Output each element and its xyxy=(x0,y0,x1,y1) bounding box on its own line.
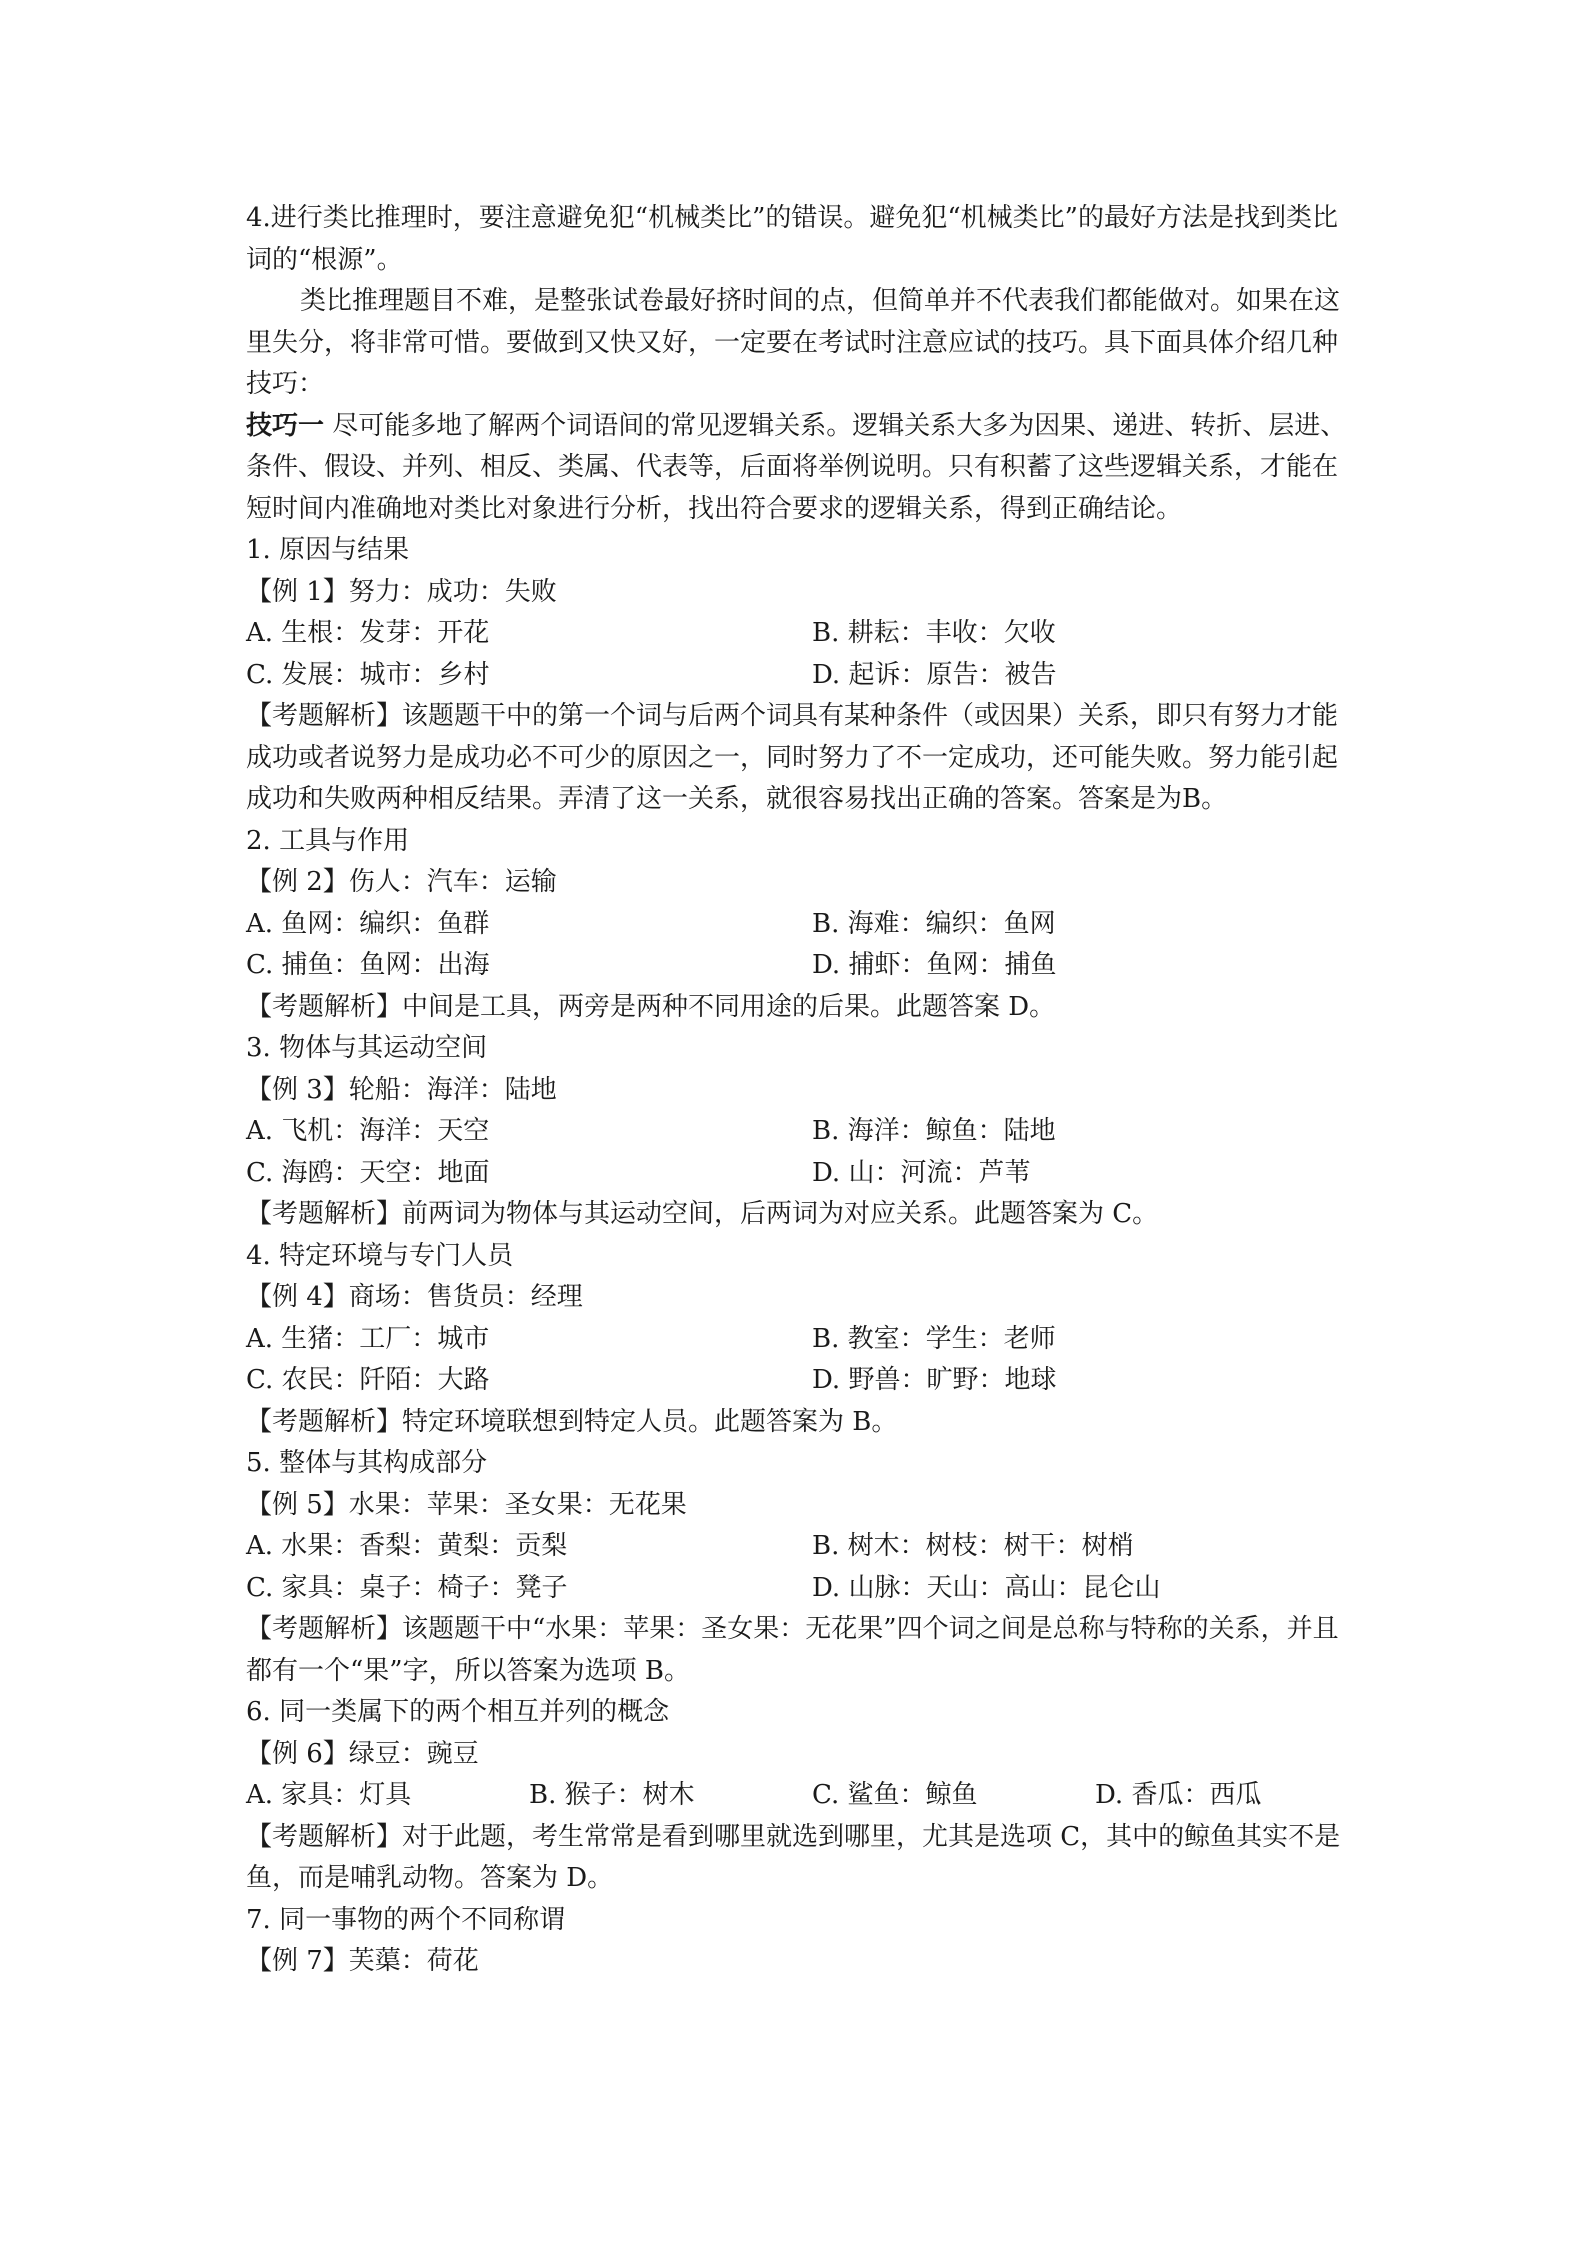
option-b: B. 猴子：树木 xyxy=(529,1780,695,1810)
option-d: D. 山脉：天山：高山：昆仑山 xyxy=(812,1572,1161,1603)
example-1-options-row-2 xyxy=(246,655,1358,697)
section-2-heading: 2. 工具与作用 xyxy=(246,825,410,856)
option-c: C. 捕鱼：鱼网：出海 xyxy=(246,950,490,980)
example-6-options-row xyxy=(246,1775,1358,1817)
option-c: C. 海鸥：天空：地面 xyxy=(246,1157,490,1188)
tip-1-label: 技巧一 xyxy=(246,410,325,441)
example-2-options-row-2 xyxy=(246,945,1358,987)
example-3-analysis: 【考题解析】前两词为物体与其运动空间，后两词为对应关系。此题答案为 C。 xyxy=(246,1199,1159,1229)
tip-1 xyxy=(246,406,1358,531)
example-1-options-row-1 xyxy=(246,613,1358,655)
option-d: D. 香瓜：西瓜 xyxy=(1095,1780,1262,1810)
example-1-question: 【例 1】努力：成功：失败 xyxy=(246,576,557,607)
option-c: C. 发展：城市：乡村 xyxy=(246,659,490,690)
example-4-options-row-1 xyxy=(246,1319,1358,1361)
option-d: D. 捕虾：鱼网：捕鱼 xyxy=(812,950,1057,980)
option-c: C. 鲨鱼：鲸鱼 xyxy=(812,1780,978,1810)
document-page xyxy=(246,198,1358,1983)
example-5-options-row-1 xyxy=(246,1526,1358,1568)
option-d: D. 起诉：原告：被告 xyxy=(812,659,1057,690)
example-4-question: 【例 4】商场：售货员：经理 xyxy=(246,1282,583,1312)
example-3-question: 【例 3】轮船：海洋：陆地 xyxy=(246,1074,557,1105)
option-b: B. 耕耘：丰收：欠收 xyxy=(812,618,1056,648)
option-a: A. 水果：香梨：黄梨：贡梨 xyxy=(246,1531,568,1561)
option-b: B. 海难：编织：鱼网 xyxy=(812,908,1056,939)
intro-point-4: 4.进行类比推理时，要注意避免犯“机械类比”的错误。避免犯“机械类比”的最好方法是找到类比词的“根源”。 xyxy=(246,203,1338,275)
example-2-options-row-1 xyxy=(246,904,1358,946)
example-2-analysis: 【考题解析】中间是工具，两旁是两种不同用途的后果。此题答案 D。 xyxy=(246,991,1056,1022)
option-b: B. 树木：树枝：树干：树梢 xyxy=(812,1531,1134,1561)
example-2-question: 【例 2】伤人：汽车：运输 xyxy=(246,867,557,897)
example-7-question: 【例 7】芙蕖：荷花 xyxy=(246,1946,479,1976)
section-3-heading: 3. 物体与其运动空间 xyxy=(246,1033,488,1063)
option-a: A. 飞机：海洋：天空 xyxy=(246,1116,490,1146)
example-3-options-row-2 xyxy=(246,1153,1358,1195)
example-4-analysis: 【考题解析】特定环境联想到特定人员。此题答案为 B。 xyxy=(246,1406,898,1437)
option-b: B. 海洋：鲸鱼：陆地 xyxy=(812,1116,1056,1146)
example-4-options-row-2 xyxy=(246,1360,1358,1402)
section-7-heading: 7. 同一事物的两个不同称谓 xyxy=(246,1904,566,1935)
option-a: A. 家具：灯具 xyxy=(246,1780,412,1810)
option-c: C. 农民：阡陌：大路 xyxy=(246,1365,490,1395)
example-6-question: 【例 6】绿豆：豌豆 xyxy=(246,1738,479,1769)
example-5-options-row-2 xyxy=(246,1568,1358,1610)
section-1-heading: 1. 原因与结果 xyxy=(246,535,410,565)
intro-paragraph: 类比推理题目不难，是整张试卷最好挤时间的点，但简单并不代表我们都能做对。如果在这里失分，将非常可惜。要做到又快又好，一定要在考试时注意应试的技巧。具下面具体介绍几种技巧： xyxy=(246,286,1341,399)
example-3-options-row-1 xyxy=(246,1111,1358,1153)
section-5-heading: 5. 整体与其构成部分 xyxy=(246,1448,488,1478)
example-6-analysis: 【考题解析】对于此题，考生常常是看到哪里就选到哪里，尤其是选项 C，其中的鲸鱼其实不是鱼，而是哺乳动物。答案为 D。 xyxy=(246,1821,1341,1893)
section-4-heading: 4. 特定环境与专门人员 xyxy=(246,1240,514,1271)
example-5-analysis: 【考题解析】该题题干中“水果：苹果：圣女果：无花果”四个词之间是总称与特称的关系，并且都有一个“果”字，所以答案为选项 B。 xyxy=(246,1614,1339,1686)
option-c: C. 家具：桌子：椅子：凳子 xyxy=(246,1572,568,1603)
tip-1-text: 尽可能多地了解两个词语间的常见逻辑关系。逻辑关系大多为因果、递进、转折、层进、条件、假设、并列、相反、类属、代表等，后面将举例说明。只有积蓄了这些逻辑关系，才能在短时间内准确地对类比对象进行分析，找出符合要求的逻辑关系，得到正确结论。 xyxy=(246,410,1347,524)
option-a: A. 生猪：工厂：城市 xyxy=(246,1323,490,1354)
option-d: D. 山：河流：芦苇 xyxy=(812,1157,1031,1188)
option-b: B. 教室：学生：老师 xyxy=(812,1323,1056,1354)
section-6-heading: 6. 同一类属下的两个相互并列的概念 xyxy=(246,1697,670,1727)
example-5-question: 【例 5】水果：苹果：圣女果：无花果 xyxy=(246,1489,687,1520)
option-d: D. 野兽：旷野：地球 xyxy=(812,1365,1057,1395)
example-1-analysis: 【考题解析】该题题干中的第一个词与后两个词具有某种条件（或因果）关系，即只有努力才能成功或者说努力是成功必不可少的原因之一，同时努力了不一定成功，还可能失败。努力能引起成功和失败两种相反结果。弄清了这一关系，就很容易找出正确的答案。答案是为B。 xyxy=(246,701,1339,814)
option-a: A. 生根：发芽：开花 xyxy=(246,618,490,648)
option-a: A. 鱼网：编织：鱼群 xyxy=(246,908,490,939)
